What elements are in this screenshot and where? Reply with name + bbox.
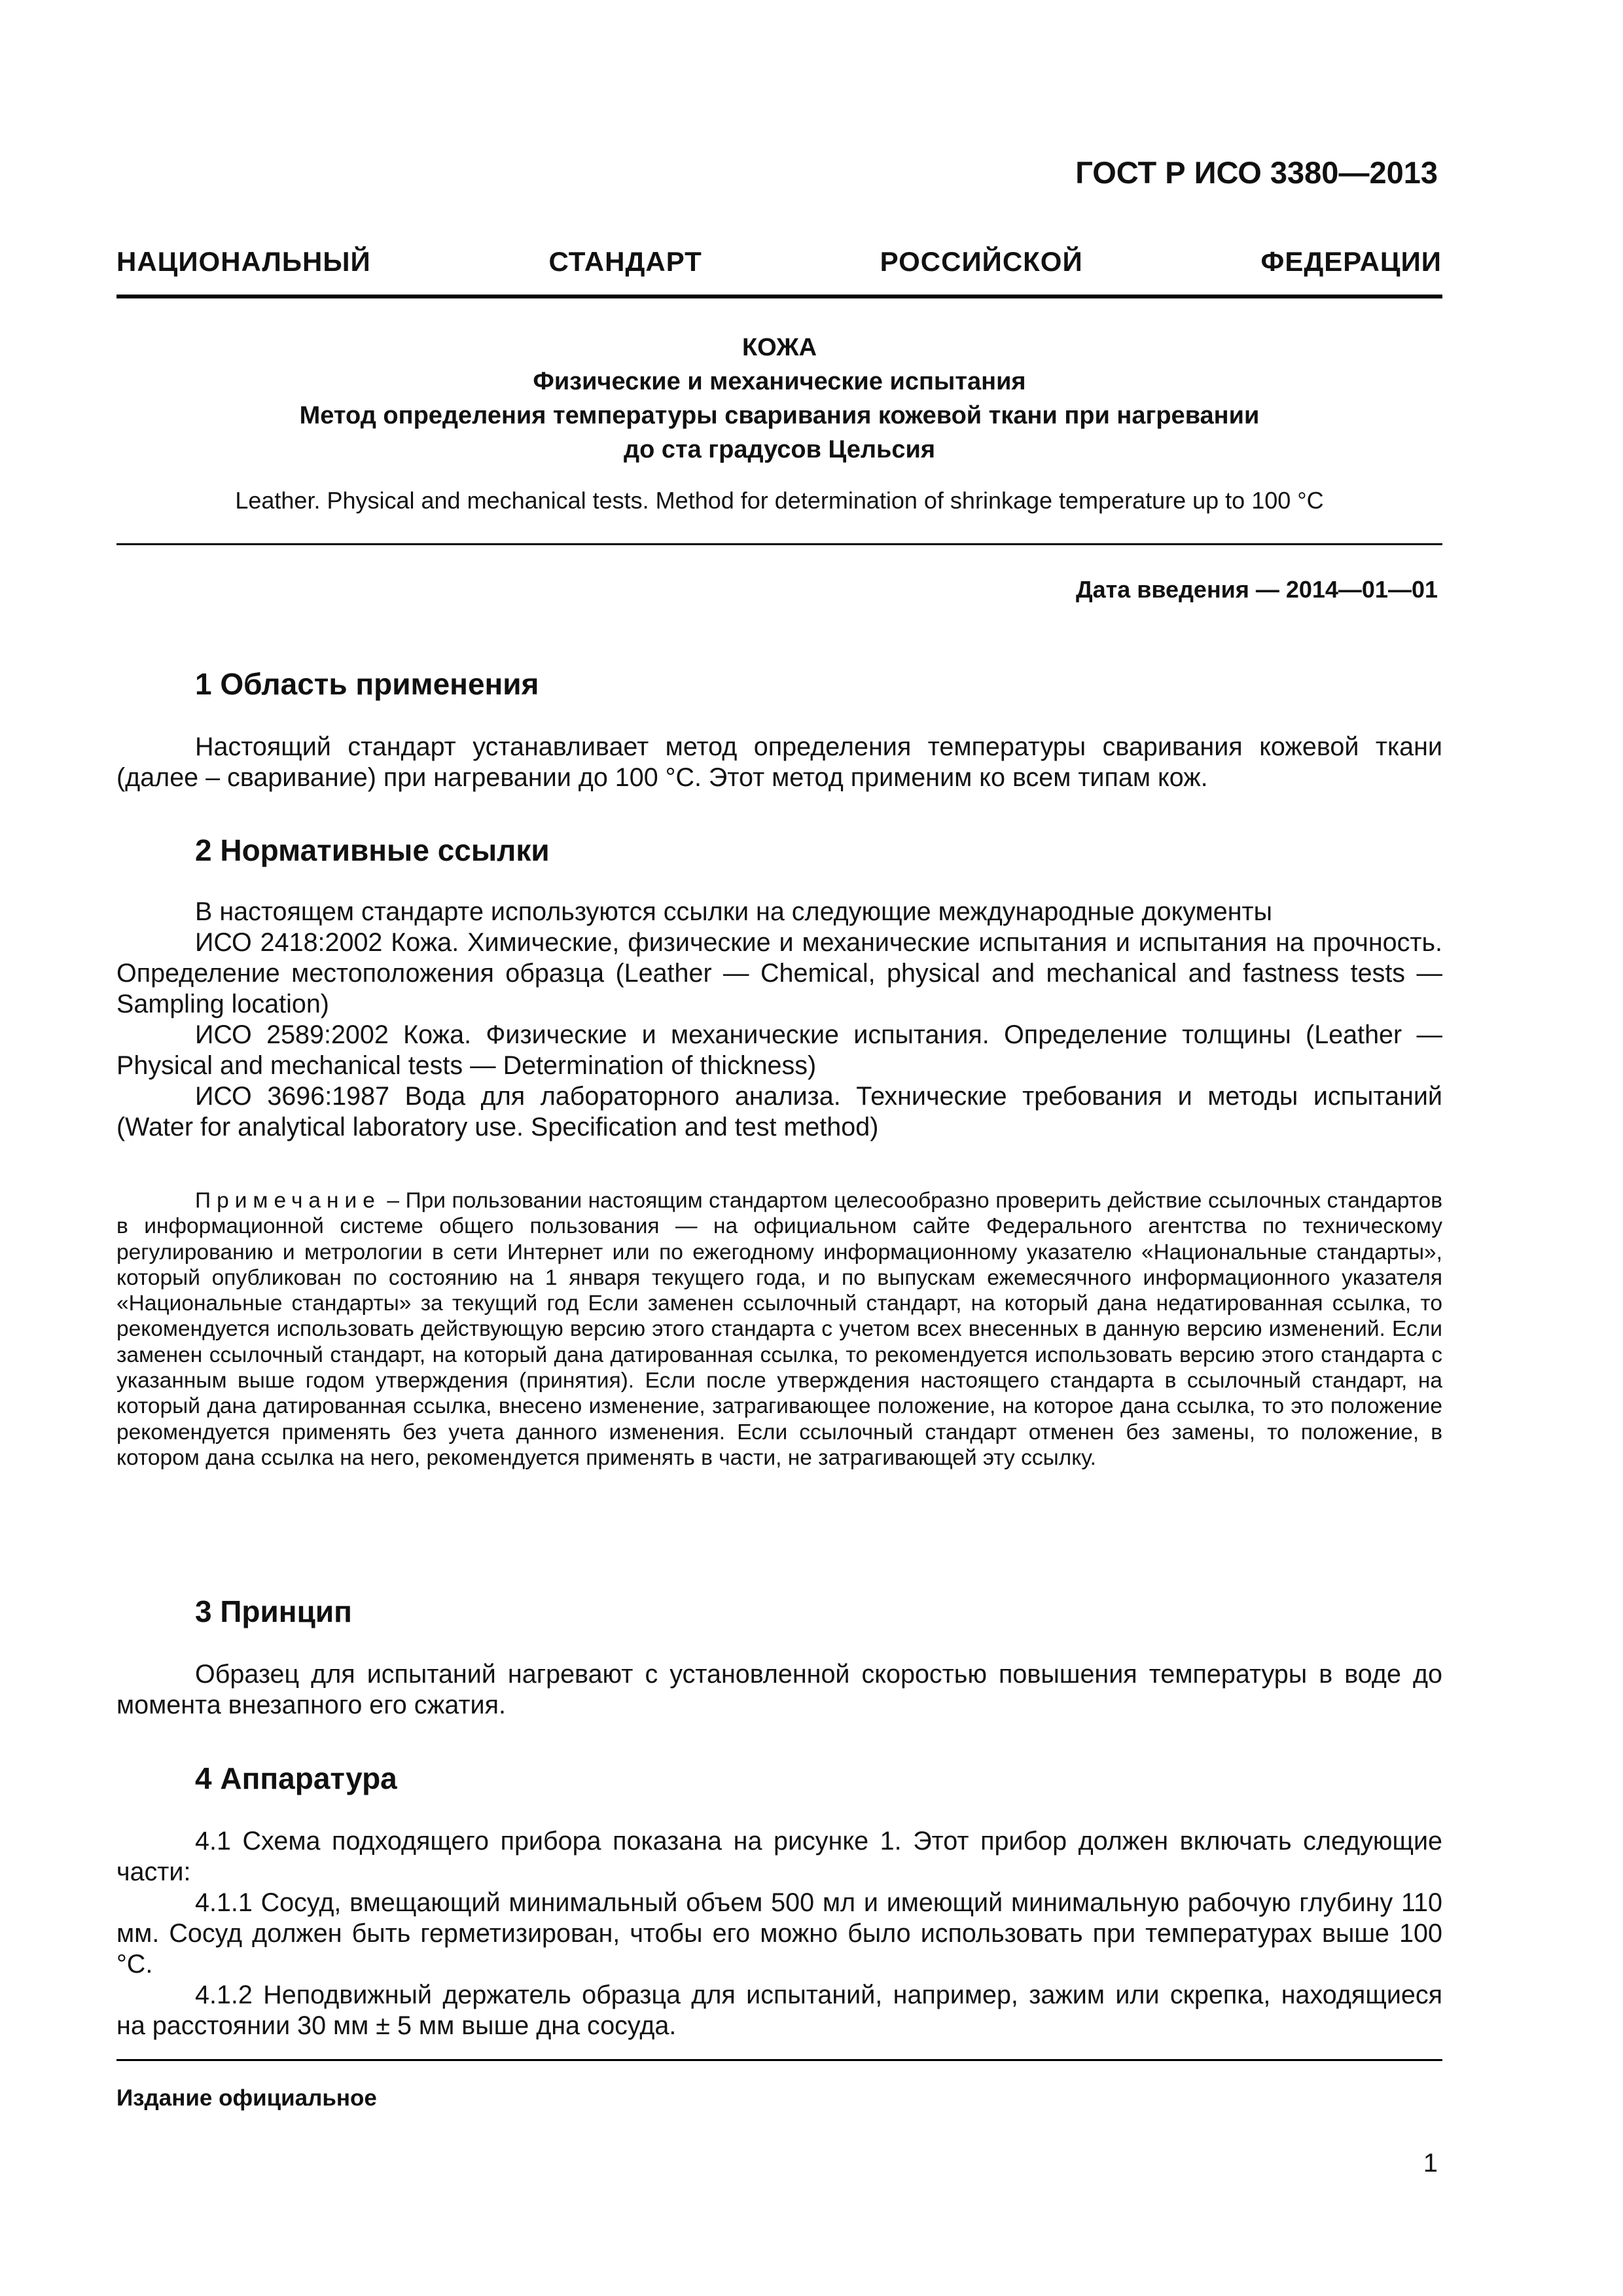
section-4-paragraph-3: 4.1.2 Неподвижный держатель образца для испытаний, например, зажим или скрепка, находящиеся на расстоянии 30 мм ± 5 мм выше дна сосуда.: [116, 1981, 1442, 2040]
standard-banner: НАЦИОНАЛЬНЫЙ СТАНДАРТ РОССИЙСКОЙ ФЕДЕРАЦИИ: [116, 246, 1442, 277]
header-divider: [116, 295, 1442, 298]
title-line-1: КОЖА: [741, 334, 817, 361]
title-line-3: Метод определения температуры сваривания кожевой ткани при нагревании: [299, 402, 1260, 429]
page-number: 1: [1423, 2149, 1438, 2178]
section-2-body: [116, 897, 1442, 1143]
introduction-date: Дата введения — 2014—01—01: [1075, 576, 1438, 603]
title-line-4: до ста градусов Цельсия: [623, 436, 936, 463]
section-2-paragraph-4: ИСО 3696:1987 Вода для лабораторного анализа. Технические требования и методы испытаний (Water for analytical laboratory use. Specification and test method): [116, 1082, 1442, 1141]
title-line-2: Физические и механические испытания: [533, 368, 1026, 395]
section-1-heading: 1 Область применения: [195, 667, 539, 701]
section-2-note: [116, 1188, 1442, 1471]
section-3-paragraph: Образец для испытаний нагревают с установленной скоростью повышения температуры в воде до момента внезапного его сжатия.: [116, 1660, 1442, 1719]
section-1-body: [116, 732, 1442, 793]
document-number: ГОСТ Р ИСО 3380—2013: [1075, 155, 1438, 190]
section-3-heading: 3 Принцип: [195, 1594, 352, 1628]
section-2-paragraph-1: В настоящем стандарте используются ссылки на следующие международные документы: [195, 897, 1273, 926]
title-divider: [116, 543, 1442, 545]
document-title: [116, 331, 1442, 467]
section-2-heading: 2 Нормативные ссылки: [195, 833, 550, 867]
note-text: – При пользовании настоящим стандартом целесообразно проверить действие ссылочных стандартов в информационной системе общего пользования — на официальном сайте Федерального агентства по техническому регулированию и метрологии в сети Интернет или по ежегодному информационному указателю «Национальные стандарты», который опубликован по состоянию на 1 января текущего года, и по выпускам ежемесячного информационного указателя «Национальные стандарты» за текущий год Если заменен ссылочный стандарт, на который дана недатированная ссылка, то рекомендуется использовать действующую версию этого стандарта с учетом всех внесенных в данную версию изменений. Если заменен ссылочный стандарт, на который дана датированная ссылка, то рекомендуется использовать версию этого стандарта с указанным выше годом утверждения (принятия). Если после утверждения настоящего стандарта в ссылочный стандарт, на который дана датированная ссылка, внесено изменение, затрагивающее положение, на которое дана ссылка, то это положение рекомендуется применять без учета данного изменения. Если ссылочный стандарт отменен без замены, то положение, в котором дана ссылка на него, рекомендуется применять в части, не затрагивающей эту ссылку.: [116, 1189, 1442, 1470]
english-title: Leather. Physical and mechanical tests. Method for determination of shrinkage temperature up to 100 °C: [235, 487, 1324, 514]
section-4-heading: 4 Аппаратура: [195, 1761, 397, 1795]
section-4-paragraph-2: 4.1.1 Сосуд, вмещающий минимальный объем 500 мл и имеющий минимальную рабочую глубину 110 мм. Сосуд должен быть герметизирован, чтобы его можно было использовать при температурах выше 100 °С.: [116, 1888, 1442, 1979]
section-4-paragraph-1: 4.1 Схема подходящего прибора показана на рисунке 1. Этот прибор должен включать следующие части:: [116, 1827, 1442, 1886]
section-4-body: [116, 1826, 1442, 2041]
note-label: Примечание: [195, 1189, 381, 1213]
section-3-body: [116, 1659, 1442, 1721]
footer-divider: [116, 2059, 1442, 2061]
section-2-paragraph-3: ИСО 2589:2002 Кожа. Физические и механические испытания. Определение толщины (Leather — Physical and mechanical tests — Determination of thickness): [116, 1020, 1442, 1080]
edition-label: Издание официальное: [116, 2085, 377, 2111]
section-2-paragraph-2: ИСО 2418:2002 Кожа. Химические, физические и механические испытания и испытания на прочность. Определение местоположения образца (Leather — Chemical, physical and mechanical and fastness tests — Sampling location): [116, 928, 1442, 1018]
section-1-paragraph: Настоящий стандарт устанавливает метод определения температуры сваривания кожевой ткани (далее – сваривание) при нагревании до 100 °С. Этот метод применим ко всем типам кож.: [116, 732, 1442, 792]
